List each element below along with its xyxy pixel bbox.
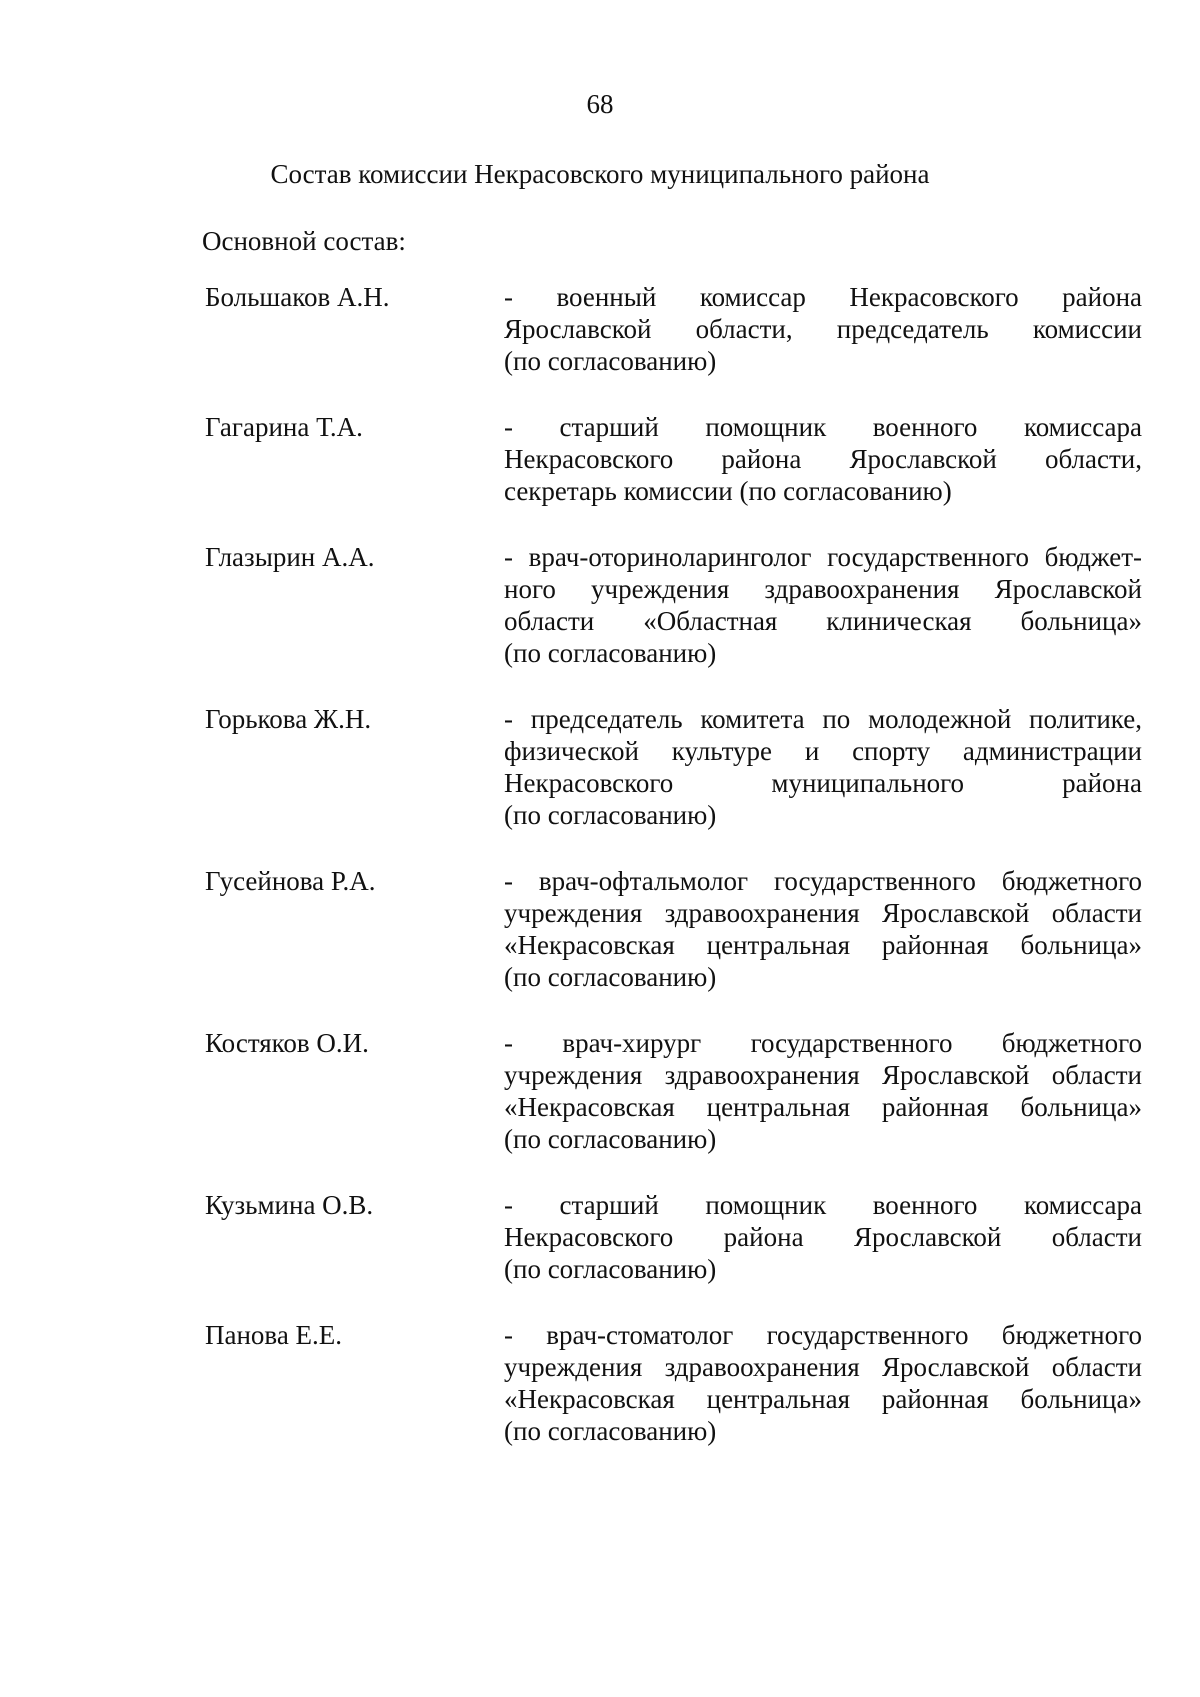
member-row — [0, 1319, 1200, 1447]
member-row — [0, 541, 1200, 669]
member-name: Кузьмина О.В. — [205, 1190, 374, 1220]
member-role — [504, 541, 1142, 669]
member-role — [504, 1319, 1142, 1447]
member-role-note: (по согласованию) — [504, 1124, 717, 1154]
member-name: Костяков О.И. — [205, 1028, 369, 1058]
member-name: Гусейнова Р.А. — [205, 866, 376, 896]
document-title: Состав комиссии Некрасовского муниципального района — [270, 159, 930, 189]
member-row — [0, 703, 1200, 831]
member-role — [504, 865, 1142, 993]
member-role — [504, 1027, 1142, 1155]
member-role-note: (по согласованию) — [504, 1254, 717, 1284]
member-name: Большаков А.Н. — [205, 282, 390, 312]
member-list — [0, 281, 1200, 1481]
member-role-text: - председатель комитета по молодежной политике, физической культуре и спорту администрации Некрасовского муниципального района — [504, 704, 1142, 798]
page-number: 68 — [586, 89, 614, 119]
member-name: Панова Е.Е. — [205, 1320, 343, 1350]
member-role-text: - военный комиссар Некрасовского района Ярославской области, председатель комиссии — [504, 282, 1142, 344]
member-role-text: - старший помощник военного комиссара Некрасовского района Ярославской области — [504, 1190, 1142, 1252]
member-role-note: (по согласованию) — [504, 962, 717, 992]
member-role — [504, 411, 1142, 507]
member-role — [504, 1189, 1142, 1285]
member-row — [0, 1189, 1200, 1285]
member-role-note: (по согласованию) — [504, 346, 717, 376]
member-role-text: - врач-хирург государственного бюджетного учреждения здравоохранения Ярославской области «Некрасовская центральная районная больница» — [504, 1028, 1142, 1122]
member-row — [0, 1027, 1200, 1155]
member-role — [504, 281, 1142, 377]
member-row — [0, 281, 1200, 377]
member-name: Гагарина Т.А. — [205, 412, 363, 442]
member-role-note: (по согласованию) — [504, 1416, 717, 1446]
member-role — [504, 703, 1142, 831]
member-role-note: секретарь комиссии (по согласованию) — [504, 476, 952, 506]
member-role-note: (по согласованию) — [504, 638, 717, 668]
member-name: Горькова Ж.Н. — [205, 704, 372, 734]
member-row — [0, 865, 1200, 993]
member-role-text: - врач-оториноларинголог государственного бюджет-ного учреждения здравоохранения Ярославской области «Областная клиническая больница» — [504, 542, 1142, 636]
member-role-text: - врач-офтальмолог государственного бюджетного учреждения здравоохранения Ярославской области «Некрасовская центральная районная больница» — [504, 866, 1142, 960]
section-label: Основной состав: — [202, 226, 406, 256]
member-role-text: - врач-стоматолог государственного бюджетного учреждения здравоохранения Ярославской области «Некрасовская центральная районная больница» — [504, 1320, 1142, 1414]
member-name: Глазырин А.А. — [205, 542, 375, 572]
member-role-note: (по согласованию) — [504, 800, 717, 830]
member-role-text: - старший помощник военного комиссара Некрасовского района Ярославской области, — [504, 412, 1142, 474]
member-row — [0, 411, 1200, 507]
